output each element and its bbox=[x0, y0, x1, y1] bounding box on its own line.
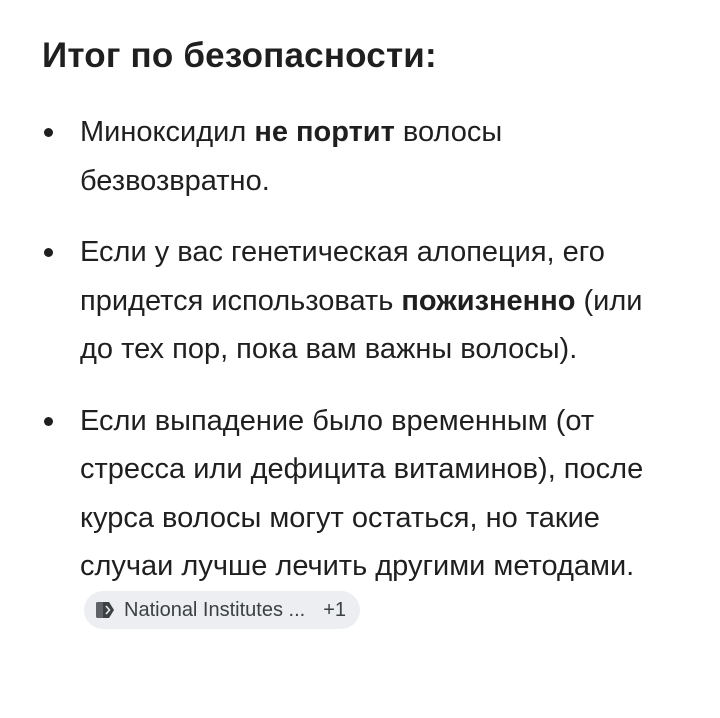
bullet-item bbox=[42, 397, 680, 641]
bullet-text: Если у вас генетическая алопеция, его придется использовать bbox=[80, 236, 605, 317]
bullet-item bbox=[42, 108, 680, 205]
bullet-item bbox=[42, 228, 680, 374]
bullet-emphasis: не портит bbox=[254, 116, 395, 148]
bullet-list bbox=[42, 108, 680, 640]
bullet-text: Миноксидил bbox=[80, 116, 255, 148]
bullet-dot-icon bbox=[44, 248, 53, 257]
section-title: Итог по безопасности: bbox=[42, 36, 437, 75]
source-chip-count: +1 bbox=[323, 598, 347, 621]
source-chip[interactable] bbox=[84, 591, 360, 629]
bullet-text: волосы безвозвратно. bbox=[80, 116, 503, 197]
bullet-emphasis: пожизненно bbox=[401, 284, 576, 317]
source-chip-label: National Institutes ... bbox=[124, 598, 306, 621]
nih-logo-icon bbox=[94, 599, 116, 621]
bullet-text: Если выпадение было временным (от стресса или дефицита витаминов), после курса волосы могут остаться, но такие случаи лучше лечить другими методами. bbox=[80, 404, 644, 582]
bullet-text: (или до тех пор, пока вам важны волосы). bbox=[80, 284, 643, 365]
bullet-dot-icon bbox=[44, 417, 53, 426]
bullet-dot-icon bbox=[44, 128, 53, 137]
